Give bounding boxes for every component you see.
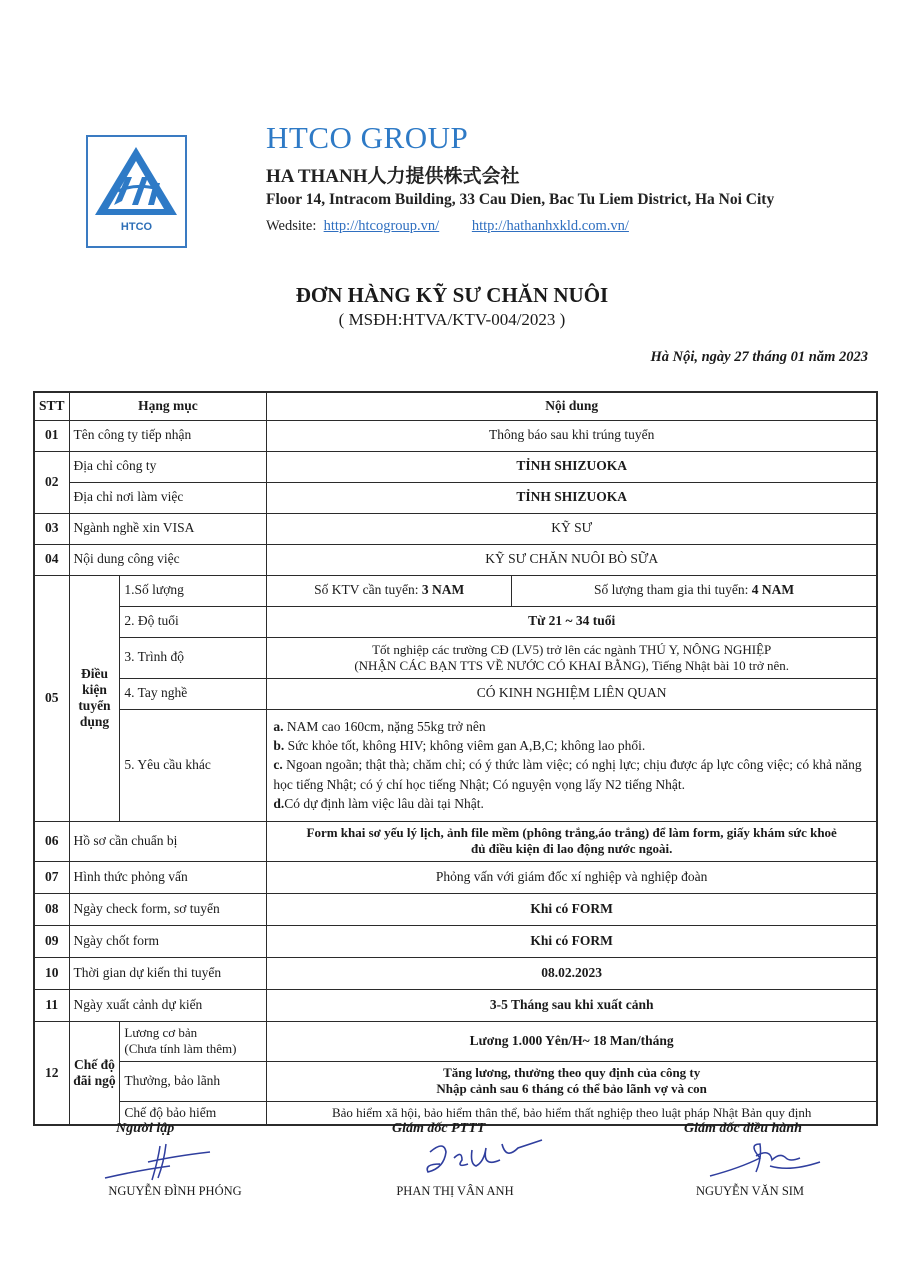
row-sublabel: 3. Trình độ — [120, 637, 267, 678]
website-link-2[interactable]: http://hathanhxkld.com.vn/ — [471, 218, 629, 234]
education-line-2: (NHẬN CÁC BẠN TTS VỀ NƯỚC CÓ KHAI BẰNG), Tiếng Nhật bài 10 trở nên. — [354, 657, 789, 673]
row-sublabel: Thưởng, bảo lãnh — [120, 1061, 267, 1101]
requirement-mark: b. — [273, 738, 285, 754]
table-row — [34, 821, 877, 861]
row-value: CÓ KINH NGHIỆM LIÊN QUAN — [267, 678, 877, 709]
requirement-c — [273, 755, 870, 793]
documents-line-1: Form khai sơ yếu lý lịch, ảnh file mềm (phông trắng,áo trắng) để làm form, giấy khám sức khoẻ — [306, 825, 837, 841]
row-label: Hình thức phỏng vấn — [69, 861, 267, 893]
bonus-line-2: Nhập cảnh sau 6 tháng có thể bảo lãnh vợ và con — [436, 1081, 707, 1096]
ceo-signature — [700, 1138, 830, 1184]
row-label: Địa chỉ công ty — [69, 451, 267, 482]
row-number: 05 — [34, 575, 69, 821]
row-sublabel: 2. Độ tuổi — [120, 606, 267, 637]
table-row — [34, 575, 877, 606]
requirement-text: Có dự định làm việc lâu dài tại Nhật. — [284, 795, 484, 811]
row-number: 12 — [34, 1021, 69, 1125]
table-row — [34, 925, 877, 957]
table-row — [34, 1021, 877, 1061]
requirement-text: Sức khỏe tốt, không HIV; không viêm gan A,B,C; không lao phổi. — [284, 738, 646, 754]
row-label: Tên công ty tiếp nhận — [69, 420, 267, 451]
row-label: Ngày chốt form — [69, 925, 267, 957]
requirement-mark: c. — [273, 757, 283, 773]
brand-name: HTCO GROUP — [266, 120, 469, 155]
row-value: Khi có FORM — [267, 925, 877, 957]
salary-label-1: Lương cơ bản — [124, 1025, 198, 1041]
row-value: KỸ SƯ CHĂN NUÔI BÒ SỮA — [267, 544, 877, 575]
company-logo — [86, 135, 187, 248]
row-sublabel: 1.Số lượng — [120, 575, 267, 606]
company-name: HA THANH人力提供株式会社 — [266, 166, 520, 187]
header-content: Nội dung — [267, 392, 877, 420]
requirement-a — [273, 717, 870, 736]
requirement-text: Ngoan ngoãn; thật thà; chăm chỉ; có ý thức làm việc; có nghị lực; chịu được áp lực công việc; có khả năng học tiếng Nhật; có ý chí học tiếng Nhật; Có nguyện vọng lấy N2 tiếng Nhật. — [273, 757, 862, 792]
row-value — [267, 821, 877, 861]
table-row — [34, 544, 877, 575]
header-stt: STT — [34, 392, 69, 420]
row-sublabel: 4. Tay nghề — [120, 678, 267, 709]
table-row — [34, 637, 877, 678]
row-group-label: Chế độ đãi ngộ — [69, 1021, 120, 1125]
creator-name: NGUYỄN ĐÌNH PHÓNG — [108, 1184, 242, 1198]
row-number: 01 — [34, 420, 69, 451]
row-value: 3-5 Tháng sau khi xuất cảnh — [267, 989, 877, 1021]
row-value — [267, 637, 877, 678]
row-number: 04 — [34, 544, 69, 575]
document-date: Hà Nội, ngày 27 tháng 01 năm 2023 — [650, 349, 868, 365]
website-label: Wedsite: — [266, 218, 317, 234]
row-value: Bảo hiểm xã hội, bảo hiểm thân thể, bảo hiểm thất nghiệp theo luật pháp Nhật Bản quy định — [267, 1101, 877, 1125]
row-number: 08 — [34, 893, 69, 925]
requirement-mark: d. — [273, 795, 285, 811]
row-value: Phỏng vấn với giám đốc xí nghiệp và nghiệp đoàn — [267, 861, 877, 893]
requirement-d — [273, 794, 870, 813]
row-number: 07 — [34, 861, 69, 893]
row-sublabel: Chế độ bảo hiểm — [120, 1101, 267, 1125]
salary-label-2: (Chưa tính làm thêm) — [124, 1041, 237, 1056]
row-value: 08.02.2023 — [267, 957, 877, 989]
ceo-name: NGUYỄN VĂN SIM — [695, 1184, 805, 1198]
website-line — [266, 218, 629, 235]
requirement-mark: a. — [273, 719, 284, 735]
table-row — [34, 420, 877, 451]
row-value: TỈNH SHIZUOKA — [267, 482, 877, 513]
website-link-1[interactable]: http://htcogroup.vn/ — [323, 218, 440, 234]
table-row — [34, 709, 877, 821]
requirement-b — [273, 736, 870, 755]
table-row — [34, 606, 877, 637]
row-value: Từ 21 ~ 34 tuổi — [267, 606, 877, 637]
row-label: Ngày check form, sơ tuyển — [69, 893, 267, 925]
row-label: Nội dung công việc — [69, 544, 267, 575]
quantity-exam-value: 4 NAM — [751, 582, 795, 598]
creator-title: Người lập — [116, 1121, 175, 1136]
table-row — [34, 451, 877, 482]
quantity-exam — [512, 575, 877, 606]
ceo-title: Giám đốc điều hành — [684, 1121, 802, 1136]
table-row — [34, 893, 877, 925]
order-table — [33, 391, 878, 1126]
pttt-name: PHAN THỊ VÂN ANH — [396, 1184, 514, 1198]
row-sublabel: 5. Yêu cầu khác — [120, 709, 267, 821]
row-label: Ngành nghề xin VISA — [69, 513, 267, 544]
row-label: Thời gian dự kiến thi tuyển — [69, 957, 267, 989]
row-value: Lương 1.000 Yên/H~ 18 Man/tháng — [267, 1021, 877, 1061]
quantity-needed — [267, 575, 512, 606]
row-number: 02 — [34, 451, 69, 513]
row-label: Hồ sơ cần chuẩn bị — [69, 821, 267, 861]
bonus-line-1: Tăng lương, thưởng theo quy định của công ty — [443, 1065, 701, 1081]
header-category: Hạng mục — [69, 392, 267, 420]
row-value: KỸ SƯ — [267, 513, 877, 544]
table-row — [34, 678, 877, 709]
creator-signature — [100, 1140, 230, 1185]
row-value: Thông báo sau khi trúng tuyển — [267, 420, 877, 451]
quantity-exam-label: Số lượng tham gia thi tuyển: — [594, 582, 752, 598]
requirement-text: NAM cao 160cm, nặng 55kg trở nên — [283, 719, 486, 735]
row-number: 09 — [34, 925, 69, 957]
table-row — [34, 513, 877, 544]
row-number: 11 — [34, 989, 69, 1021]
row-label: Địa chỉ nơi làm việc — [69, 482, 267, 513]
table-header-row — [34, 392, 877, 420]
education-line-1: Tốt nghiệp các trường CĐ (LV5) trở lên các ngành THÚ Y, NÔNG NGHIỆP — [372, 641, 772, 657]
table-row — [34, 861, 877, 893]
row-sublabel — [120, 1021, 267, 1061]
row-number: 10 — [34, 957, 69, 989]
documents-line-2: đủ điều kiện đi lao động nước ngoài. — [470, 841, 673, 856]
quantity-needed-value: 3 NAM — [421, 582, 465, 598]
row-value — [267, 1061, 877, 1101]
row-value: Khi có FORM — [267, 893, 877, 925]
row-label: Ngày xuất cảnh dự kiến — [69, 989, 267, 1021]
logo-text: HTCO — [120, 221, 153, 233]
row-group-label: Điều kiện tuyển dụng — [69, 575, 120, 821]
table-row — [34, 989, 877, 1021]
row-number: 03 — [34, 513, 69, 544]
logo-emblem-icon — [92, 143, 181, 221]
table-row — [34, 957, 877, 989]
pttt-title: Giám đốc PTTT — [392, 1121, 486, 1136]
quantity-needed-label: Số KTV cần tuyển: — [314, 582, 422, 598]
table-row — [34, 482, 877, 513]
table-row — [34, 1061, 877, 1101]
row-number: 06 — [34, 821, 69, 861]
pttt-signature — [410, 1138, 550, 1184]
row-value — [267, 709, 877, 821]
document-title: ĐƠN HÀNG KỸ SƯ CHĂN NUÔI — [295, 283, 609, 307]
document-code: ( MSĐH:HTVA/KTV-004/2023 ) — [338, 310, 566, 329]
company-address: Floor 14, Intracom Building, 33 Cau Dien, Bac Tu Liem District, Ha Noi City — [266, 191, 775, 208]
row-value: TỈNH SHIZUOKA — [267, 451, 877, 482]
